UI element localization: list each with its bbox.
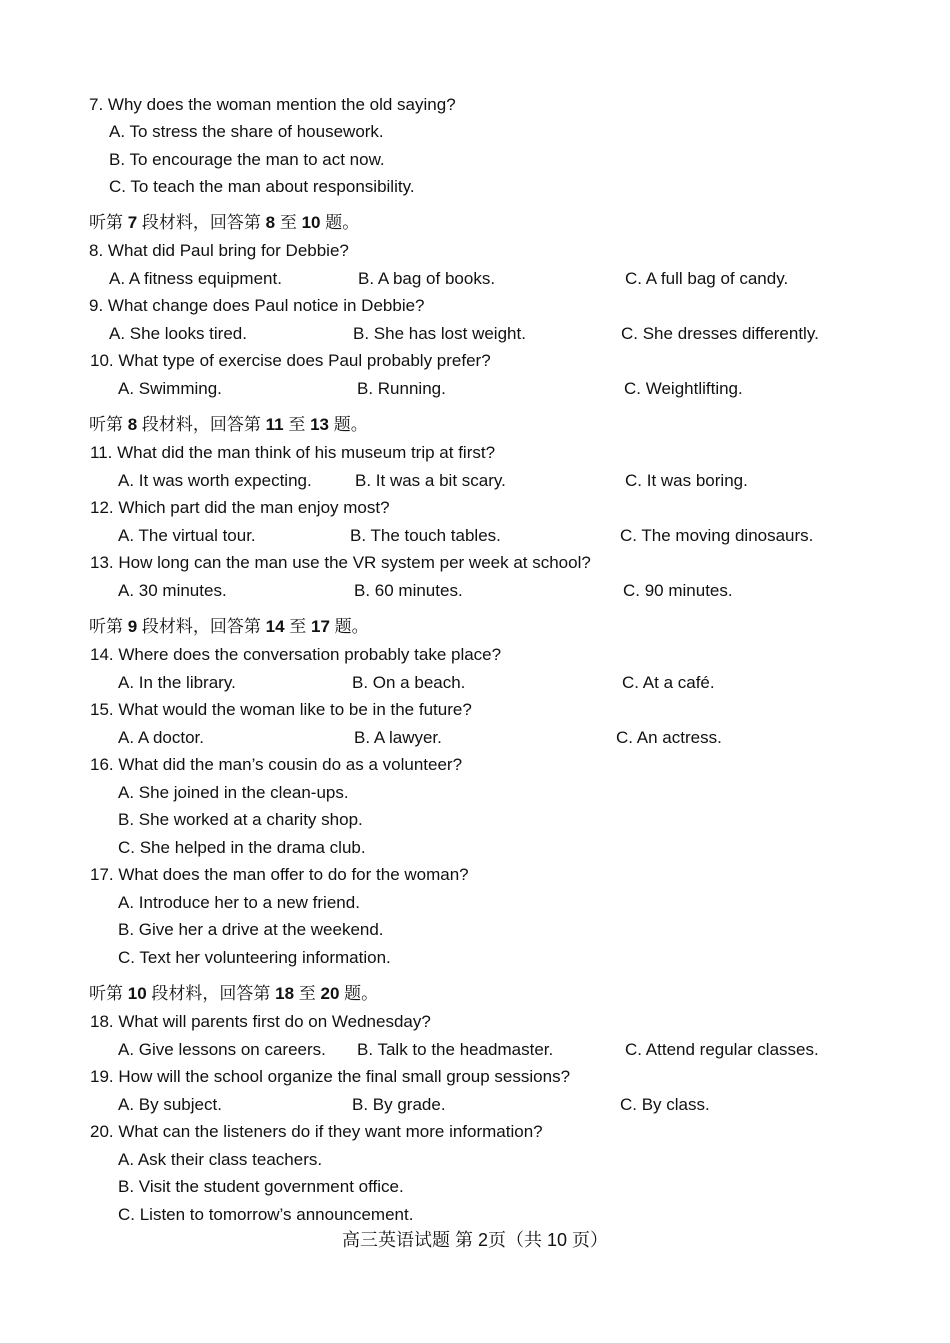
question-8-option-b: B. A bag of books. bbox=[358, 269, 496, 288]
question-15-stem: 15. What would the woman like to be in the future? bbox=[90, 700, 472, 719]
question-10-option-a: A. Swimming. bbox=[118, 379, 222, 398]
question-9-stem: 9. What change does Paul notice in Debbie? bbox=[89, 296, 425, 315]
question-12-option-c: C. The moving dinosaurs. bbox=[620, 526, 814, 545]
question-10-option-c: C. Weightlifting. bbox=[624, 379, 743, 398]
section-heading-7: 听第 7 段材料，回答第 8 至 10 题。 bbox=[89, 213, 360, 232]
question-7-option-a: A. To stress the share of housework. bbox=[109, 122, 384, 141]
question-11-stem: 11. What did the man think of his museum trip at first? bbox=[90, 443, 496, 462]
question-20-option-a: A. Ask their class teachers. bbox=[118, 1150, 323, 1169]
question-17-option-c: C. Text her volunteering information. bbox=[118, 948, 391, 967]
question-19-option-b: B. By grade. bbox=[352, 1095, 446, 1114]
question-16-option-a: A. She joined in the clean-ups. bbox=[118, 783, 349, 802]
question-11-option-b: B. It was a bit scary. bbox=[355, 471, 506, 490]
question-15-option-b: B. A lawyer. bbox=[354, 728, 442, 747]
question-13-option-b: B. 60 minutes. bbox=[354, 581, 463, 600]
question-19-option-a: A. By subject. bbox=[118, 1095, 222, 1114]
question-16-option-b: B. She worked at a charity shop. bbox=[118, 810, 363, 829]
question-14-stem: 14. Where does the conversation probably take place? bbox=[90, 645, 502, 664]
question-12-option-b: B. The touch tables. bbox=[350, 526, 501, 545]
question-9-option-b: B. She has lost weight. bbox=[353, 324, 526, 343]
section-heading-9: 听第 9 段材料，回答第 14 至 17 题。 bbox=[89, 617, 369, 636]
question-8-stem: 8. What did Paul bring for Debbie? bbox=[89, 241, 349, 260]
question-20-option-c: C. Listen to tomorrow’s announcement. bbox=[118, 1205, 414, 1224]
question-7-stem: 7. Why does the woman mention the old saying? bbox=[89, 95, 456, 114]
question-15-option-a: A. A doctor. bbox=[118, 728, 205, 747]
question-14-option-b: B. On a beach. bbox=[352, 673, 466, 692]
question-12-stem: 12. Which part did the man enjoy most? bbox=[90, 498, 390, 517]
question-17-stem: 17. What does the man offer to do for the woman? bbox=[90, 865, 469, 884]
question-14-option-a: A. In the library. bbox=[118, 673, 236, 692]
question-10-stem: 10. What type of exercise does Paul probably prefer? bbox=[90, 351, 491, 370]
question-9-option-a: A. She looks tired. bbox=[109, 324, 247, 343]
question-16-option-c: C. She helped in the drama club. bbox=[118, 838, 366, 857]
question-13-stem: 13. How long can the man use the VR system per week at school? bbox=[90, 553, 591, 572]
question-13-option-a: A. 30 minutes. bbox=[118, 581, 227, 600]
section-heading-8: 听第 8 段材料，回答第 11 至 13 题。 bbox=[89, 415, 368, 434]
question-20-option-b: B. Visit the student government office. bbox=[118, 1177, 404, 1196]
question-18-option-a: A. Give lessons on careers. bbox=[118, 1040, 326, 1059]
question-19-option-c: C. By class. bbox=[620, 1095, 710, 1114]
question-8-option-a: A. A fitness equipment. bbox=[109, 269, 282, 288]
question-11-option-c: C. It was boring. bbox=[625, 471, 748, 490]
question-20-stem: 20. What can the listeners do if they want more information? bbox=[90, 1122, 543, 1141]
question-7-option-c: C. To teach the man about responsibility. bbox=[109, 177, 415, 196]
section-heading-10: 听第 10 段材料，回答第 18 至 20 题。 bbox=[89, 984, 379, 1003]
question-14-option-c: C. At a café. bbox=[622, 673, 715, 692]
question-17-option-b: B. Give her a drive at the weekend. bbox=[118, 920, 384, 939]
question-19-stem: 19. How will the school organize the final small group sessions? bbox=[90, 1067, 571, 1086]
question-13-option-c: C. 90 minutes. bbox=[623, 581, 733, 600]
question-18-option-c: C. Attend regular classes. bbox=[625, 1040, 819, 1059]
page-footer: 高三英语试题 第 2页（共 10 页） bbox=[341, 1230, 609, 1250]
question-11-option-a: A. It was worth expecting. bbox=[118, 471, 312, 490]
question-18-option-b: B. Talk to the headmaster. bbox=[357, 1040, 554, 1059]
question-8-option-c: C. A full bag of candy. bbox=[625, 269, 789, 288]
question-7-option-b: B. To encourage the man to act now. bbox=[109, 150, 385, 169]
question-10-option-b: B. Running. bbox=[357, 379, 446, 398]
question-18-stem: 18. What will parents first do on Wednesday? bbox=[90, 1012, 431, 1031]
question-12-option-a: A. The virtual tour. bbox=[118, 526, 256, 545]
question-9-option-c: C. She dresses differently. bbox=[621, 324, 819, 343]
question-15-option-c: C. An actress. bbox=[616, 728, 722, 747]
question-17-option-a: A. Introduce her to a new friend. bbox=[118, 893, 360, 912]
question-16-stem: 16. What did the man’s cousin do as a volunteer? bbox=[90, 755, 463, 774]
